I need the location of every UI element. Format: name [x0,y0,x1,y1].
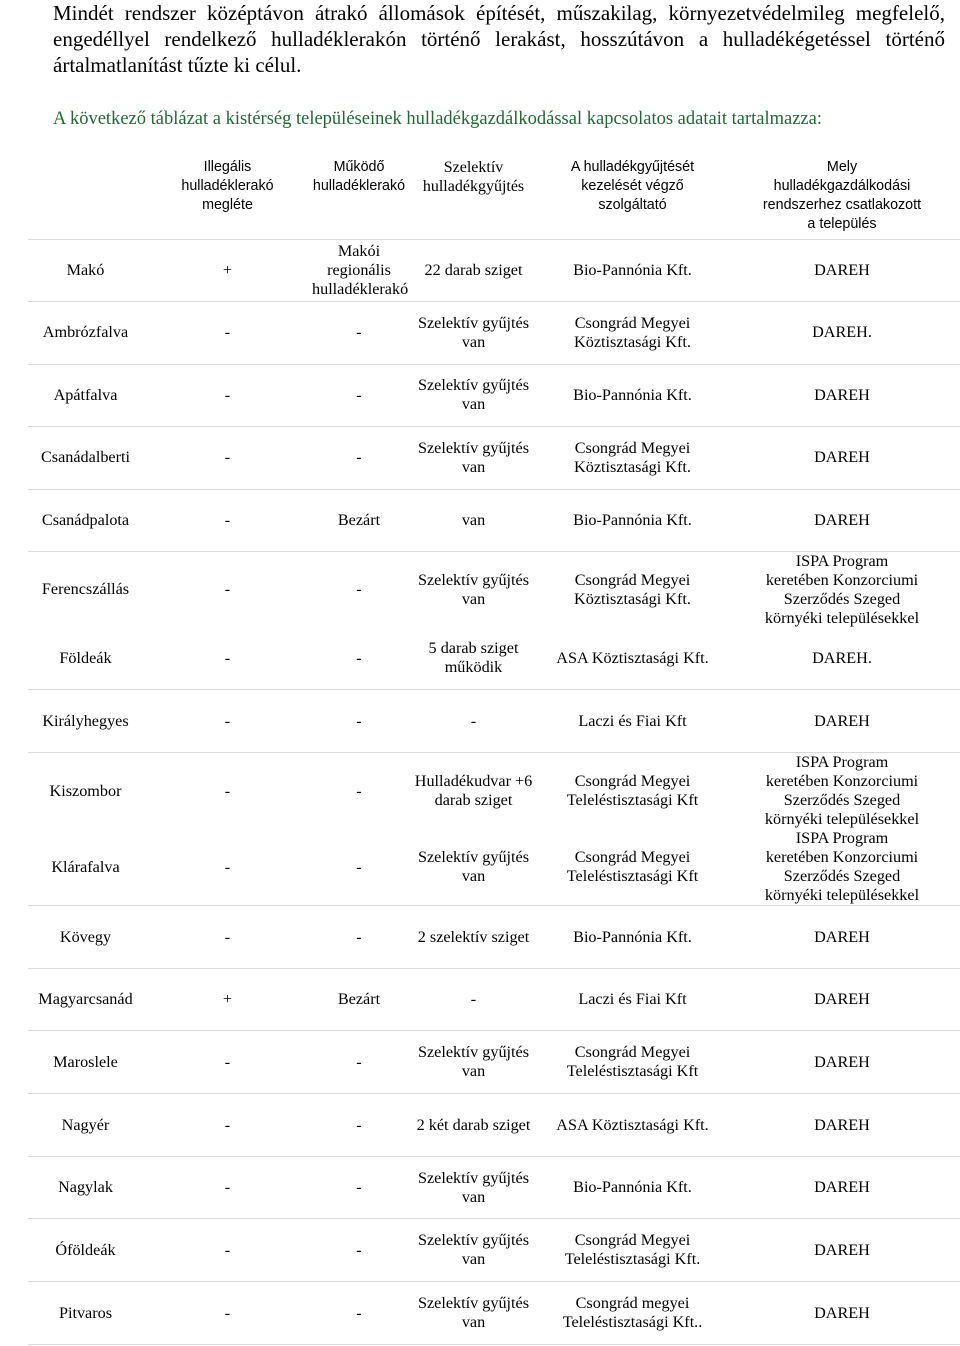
cell-operating-landfill: - [312,364,406,426]
cell-management-system: DAREH [724,969,960,1031]
cell-operating-landfill: - [356,580,362,598]
cell-selective-collection: Szelektív gyűjtés van [406,301,541,364]
cell-illegal-landfill: - [224,781,231,800]
header-settlement [28,156,143,239]
cell-management-system: DAREH [724,1157,960,1219]
cell-settlement: Kiszombor [49,781,122,800]
cell-settlement: Ferencszállás [41,580,130,598]
header-service-provider: A hulladékgyűjtését kezelését végző szolgáltató [541,156,724,239]
cell-service-provider: ASA Köztisztasági Kft. [541,1094,724,1157]
cell-settlement: Földeák [28,628,143,690]
cell-management-system: DAREH [724,426,960,489]
cell-management-system: DAREH [724,906,960,969]
cell-illegal-landfill: + [143,239,312,301]
table-row [28,906,960,969]
cell-service-provider: Csongrád Megyei Teleléstisztasági Kft [541,1031,724,1094]
cell-service-provider: Bio-Pannónia Kft. [541,239,724,301]
cell-illegal-landfill: - [143,829,312,906]
cell-selective-collection: Szelektív gyűjtés van [406,426,541,489]
cell-operating-landfill: - [312,1282,406,1345]
waste-management-table [28,156,960,1345]
table-row [28,1031,960,1094]
cell-settlement: Csanádpalota [28,489,143,551]
cell-management-system: ISPA Program keretében Konzorciumi Szerződés Szeged környéki településekkel [724,829,960,906]
table-row [28,690,960,753]
table-header-row [28,156,960,239]
cell-illegal-landfill: - [143,1094,312,1157]
header-selective-collection: Szelektív hulladékgyűjtés [406,156,541,239]
cell-selective-collection: van [406,489,541,551]
cell-selective-collection: Szelektív gyűjtés van [406,1031,541,1094]
cell-selective-collection: Szelektív gyűjtés van [417,570,530,608]
cell-settlement: Makó [28,239,143,301]
cell-management-system: DAREH [724,239,960,301]
cell-service-provider: Bio-Pannónia Kft. [541,364,724,426]
cell-operating-landfill: - [312,1219,406,1282]
cell-illegal-landfill: - [143,426,312,489]
cell-selective-collection: Hulladékudvar +6 darab sziget [414,772,533,809]
cell-settlement: Csanádalberti [28,426,143,489]
cell-service-provider: Laczi és Fiai Kft [541,690,724,753]
cell-management-system: DAREH [724,690,960,753]
table-row [28,628,960,690]
cell-management-system: DAREH [724,1094,960,1157]
cell-selective-collection: 5 darab sziget működik [406,628,541,690]
cell-settlement: Klárafalva [28,829,143,906]
cell-selective-collection: 2 két darab sziget [406,1094,541,1157]
cell-operating-landfill: Bezárt [312,969,406,1031]
cell-operating-landfill: Bezárt [312,489,406,551]
header-management-system: Mely hulladékgazdálkodási rendszerhez csatlakozott a település [724,156,960,239]
header-operating-landfill: Működő hulladéklerakó [312,156,406,239]
cell-service-provider: Bio-Pannónia Kft. [541,489,724,551]
cell-illegal-landfill: - [143,690,312,753]
table-row [28,426,960,489]
cell-selective-collection: Szelektív gyűjtés van [406,1219,541,1282]
table-row [28,1094,960,1157]
cell-operating-landfill: - [312,906,406,969]
cell-service-provider: Laczi és Fiai Kft [541,969,724,1031]
cell-illegal-landfill: - [224,580,231,598]
cell-settlement: Apátfalva [28,364,143,426]
cell-illegal-landfill: - [143,906,312,969]
intro-paragraph: Mindét rendszer középtávon átrakó állomások építését, műszakilag, környezetvédelmileg megfelelő, engedéllyel rendelkező hulladéklerakón történő lerakást, hosszútávon a hulladékégetéssel történő ártalmatlanítást tűzte ki célul. [53,1,945,77]
cell-selective-collection: 22 darab sziget [406,239,541,301]
cell-management-system: DAREH [724,1031,960,1094]
table-row [28,969,960,1031]
cell-illegal-landfill: - [143,1282,312,1345]
cell-operating-landfill: - [312,426,406,489]
cell-illegal-landfill: - [143,364,312,426]
cell-management-system: DAREH. [724,628,960,690]
cell-operating-landfill: - [356,781,362,800]
cell-illegal-landfill: - [143,628,312,690]
cell-illegal-landfill: - [143,1031,312,1094]
cell-service-provider: Csongrád Megyei Köztisztasági Kft. [541,426,724,489]
cell-management-system: DAREH [724,364,960,426]
table-row [28,1282,960,1345]
table-lead-sentence: A következő táblázat a kistérség településeinek hulladékgazdálkodással kapcsolatos adatait tartalmazza: [53,109,822,129]
cell-service-provider: Bio-Pannónia Kft. [541,906,724,969]
table-row [28,753,960,830]
cell-operating-landfill: - [312,829,406,906]
cell-illegal-landfill: - [143,1157,312,1219]
table-row [28,364,960,426]
cell-selective-collection: Szelektív gyűjtés van [406,829,541,906]
cell-settlement: Ambrózfalva [28,301,143,364]
cell-service-provider: Csongrád Megyei Köztisztasági Kft. [541,301,724,364]
cell-management-system: DAREH. [724,301,960,364]
cell-service-provider: Csongrád Megyei Teleléstisztasági Kft [541,829,724,906]
cell-operating-landfill: - [312,690,406,753]
cell-operating-landfill: - [312,1031,406,1094]
cell-management-system: DAREH [724,1282,960,1345]
cell-settlement: Óföldeák [28,1219,143,1282]
cell-service-provider: Csongrád Megyei Teleléstisztasági Kft. [541,1219,724,1282]
cell-operating-landfill: - [312,301,406,364]
table-row [28,829,960,906]
cell-illegal-landfill: - [143,301,312,364]
cell-management-system: DAREH [724,1219,960,1282]
table-row [28,1157,960,1219]
cell-service-provider: Csongrád Megyei Köztisztasági Kft. [574,570,691,608]
table-row [28,489,960,551]
header-illegal-landfill: Illegális hulladéklerakó megléte [143,156,312,239]
cell-settlement: Maroslele [28,1031,143,1094]
cell-illegal-landfill: - [143,1219,312,1282]
cell-selective-collection: 2 szelektív sziget [406,906,541,969]
cell-settlement: Nagylak [28,1157,143,1219]
cell-illegal-landfill: - [143,489,312,551]
cell-selective-collection: Szelektív gyűjtés van [406,364,541,426]
cell-illegal-landfill: + [143,969,312,1031]
cell-management-system: ISPA Program keretében Konzorciumi Szerződés Szeged környéki településekkel [764,551,920,627]
table-row [28,1219,960,1282]
cell-operating-landfill: - [312,1157,406,1219]
cell-management-system: DAREH [724,489,960,551]
cell-service-provider: ASA Köztisztasági Kft. [541,628,724,690]
table-row [28,551,960,628]
table-row [28,239,960,301]
cell-service-provider: Csongrád Megyei Teleléstisztasági Kft [566,772,699,809]
cell-management-system: ISPA Program keretében Konzorciumi Szerződés Szeged környéki településekkel [764,753,920,828]
cell-selective-collection: Szelektív gyűjtés van [406,1282,541,1345]
cell-operating-landfill: Makói regionális hulladéklerakó [312,239,406,301]
cell-service-provider: Csongrád megyei Teleléstisztasági Kft.. [541,1282,724,1345]
cell-selective-collection: Szelektív gyűjtés van [406,1157,541,1219]
table-body [28,239,960,1345]
cell-selective-collection: - [406,969,541,1031]
cell-settlement: Magyarcsanád [28,969,143,1031]
cell-service-provider: Bio-Pannónia Kft. [541,1157,724,1219]
cell-operating-landfill: - [312,1094,406,1157]
table-row [28,301,960,364]
cell-selective-collection: - [406,690,541,753]
cell-operating-landfill: - [312,628,406,690]
cell-settlement: Királyhegyes [28,690,143,753]
cell-settlement: Kövegy [28,906,143,969]
cell-settlement: Nagyér [28,1094,143,1157]
cell-settlement: Pitvaros [28,1282,143,1345]
